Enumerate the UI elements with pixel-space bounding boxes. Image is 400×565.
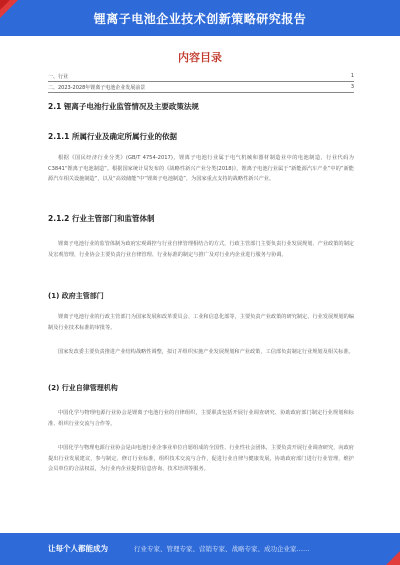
header-corner-inner xyxy=(0,0,10,10)
subsection-heading: (2) 行业自律管理机构 xyxy=(48,384,118,392)
subsection-heading: 2.1.1 所属行业及确定所属行业的依据 xyxy=(48,132,177,141)
body-paragraph: 中国化学与物理电源行业协会是锂离子电池行业的自律组织，主要职责包括开展行业调查研究、协助政府部门制定行业规划和标准、组织行业交流与合作等。 xyxy=(48,410,354,427)
toc-item-label: 二、2023-2028年锂离子电池企业发展前景 xyxy=(48,85,146,91)
body-paragraph: 中国化学与物理电源行业协会是由电池行业企事业单位自愿组成的全国性、行业性社会团体，主要负责开展行业调查研究，向政府提出行业发展建议，参与制定、修订行业标准，组织技术交流与合作，促进行业自律与健康发展，协助政府部门进行行业管理，维护会员单位的合法权益，为行业内企业提供信息咨询、技术培训等服务。 xyxy=(48,445,354,472)
report-footer xyxy=(0,533,400,565)
section-heading: 2.1 锂离子电池行业监管情况及主要政策法规 xyxy=(48,102,199,111)
body-paragraph: 根据《国民经济行业分类》(GB/T 4754-2017)，锂离子电池行业属于电气机械和器材制造业中的电池制造，行业代码为C3841“锂离子电池制造”。根据国家统计局发布的《战略性新兴产业分类(2018)》，锂离子电池行业属于“新能源汽车产业”中的“新能源汽车相关设施制造”，以及“高效储能”中“锂离子电池制造”，为国家重点支持的战略性新兴产业。 xyxy=(48,155,354,182)
body-paragraph: 国家发改委主要负责推进产业结构战略性调整，拟订并组织实施产业发展规划和产业政策，工信部负责制定行业规划及相关标准。 xyxy=(58,349,354,355)
subsection-heading: 2.1.2 行业主管部门和监管体制 xyxy=(48,214,155,223)
toc-item-label: 一、行业 xyxy=(48,74,69,80)
footer-tagline: 行业专家、管理专家、营销专家、战略专家、成功企业家…… xyxy=(134,545,310,553)
toc-item[interactable] xyxy=(48,73,354,82)
body-paragraph: 锂离子电池行业的监管体制为政府宏观调控与行业自律管理相结合的方式，行政主管部门主要负责行业发展规划、产业政策的制定及宏观管理，行业协会主要负责行业自律管理、行业标准的制定与推广及对行业内企业进行服务与协调。 xyxy=(48,241,354,258)
report-title: 锂离子电池企业技术创新策略研究报告 xyxy=(93,12,307,26)
body-paragraph: 锂离子电池行业的行政主管部门为国家发展和改革委员会、工业和信息化部等，主要负责产业政策的研究制定、行业发展规划的编制及行业技术标准的审批等。 xyxy=(48,314,354,331)
toc-title: 内容目录 xyxy=(178,51,222,64)
toc-item-page: 3 xyxy=(350,84,354,90)
toc-item[interactable] xyxy=(48,84,354,93)
subsection-heading: (1) 政府主管部门 xyxy=(48,292,104,300)
footer-corner-decoration xyxy=(386,551,400,565)
footer-slogan: 让每个人都能成为 xyxy=(48,544,108,553)
toc-item-page: 1 xyxy=(350,73,354,79)
report-header xyxy=(0,0,400,36)
